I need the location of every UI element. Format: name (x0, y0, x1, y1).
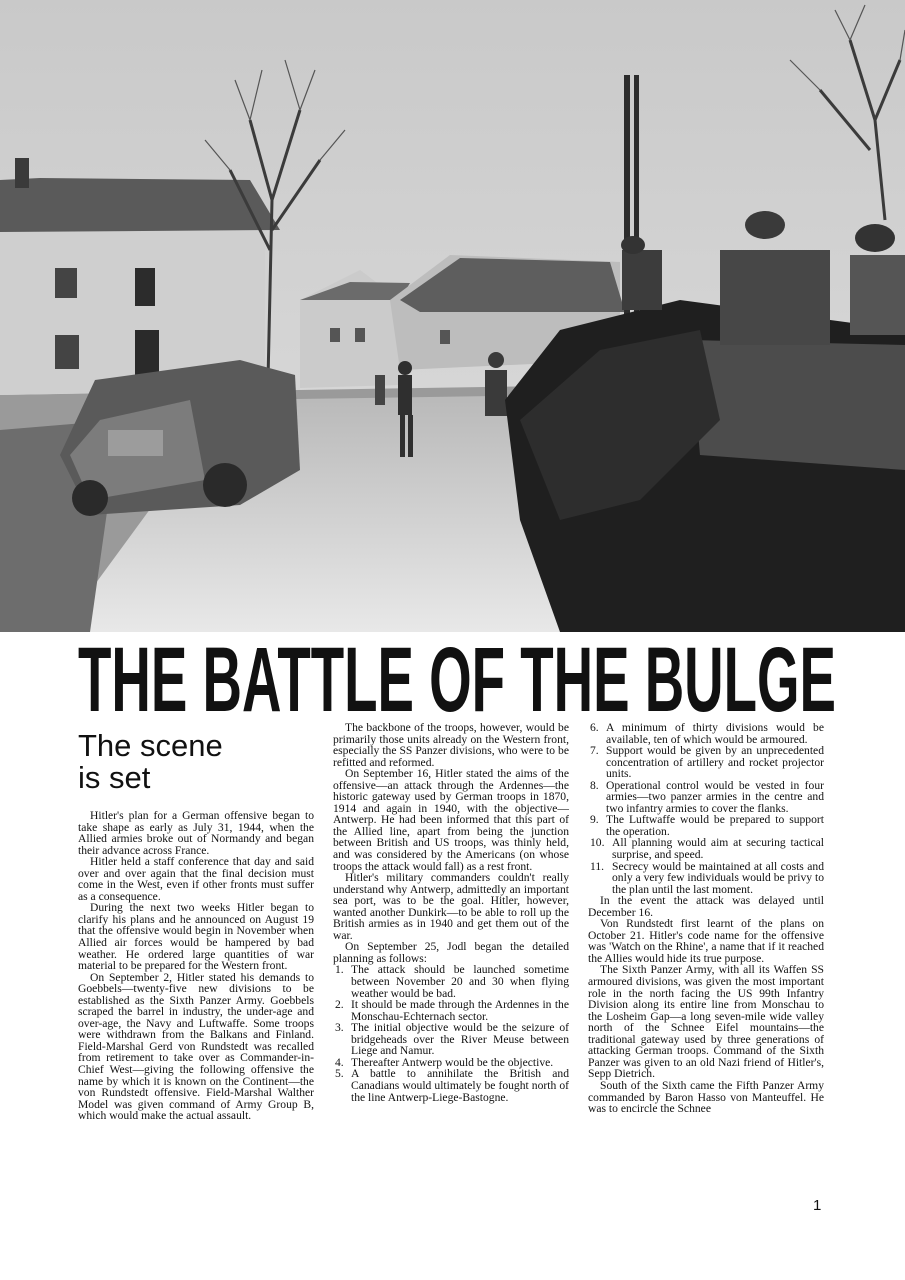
list-item: 11. Secrecy would be maintained at all costs and only a very few individuals would be privy to the plan until the last moment. (590, 859, 824, 896)
paragraph: The Sixth Panzer Army, with all its Waffen SS armoured divisions, was given the most important role in the north facing the US 99th Infantry Division along its entire line from Monschau to the Losheim Gap—a long seven-mile wide valley north of the Schnee Eifel mountains—the traditional gateway used by three generations of attacking German troops. Command of the Sixth Panzer was given to an old Nazi friend of Hitler's, Sepp Dietrich. (588, 963, 824, 1081)
headline (78, 636, 838, 720)
paragraph: On September 25, Jodl began the detailed planning as follows: (333, 940, 569, 965)
plan-list (333, 964, 569, 1103)
page-number: 1 (813, 1197, 822, 1214)
list-item: 6. A minimum of thirty divisions would be available, ten of which would be armoured. (590, 721, 824, 746)
list-item: 5. A battle to annihilate the British and Canadians would ultimately be fought north of the line Antwerp-Liege-Bastogne. (335, 1067, 569, 1104)
paragraph: The backbone of the troops, however, would be primarily those units already on the Western front, especially the SS Panzer divisions, who were to be refitted and reformed. (333, 721, 569, 769)
list-item: 4. Thereafter Antwerp would be the objective. (335, 1055, 554, 1069)
paragraph: Hitler held a staff conference that day and said over and over again that the final decision must come in the West, even if other fronts must suffer as a consequence. (78, 855, 314, 903)
section-title-line-1: The scene (78, 728, 223, 763)
section-title (78, 730, 314, 794)
column-1 (78, 722, 314, 1122)
list-item: 2. It should be made through the Ardennes in the Monschau-Echternach sector. (335, 998, 569, 1023)
section-title-line-2: is set (78, 760, 151, 795)
plan-list-continued (588, 722, 824, 895)
list-item: 9. The Luftwaffe would be prepared to support the operation. (590, 813, 824, 838)
paragraph: On September 2, Hitler stated his demands to Goebbels—twenty-five new divisions to be established as the Sixth Panzer Army. Goebbels scraped the barrel in industry, the under-age and over-age, the Navy and Luftwaffe. Some troops were withdrawn from the Balkans and Finland. Field-Marshal Gerd von Rundstedt was recalled from retirement to take over as Commander-in-Chief West—giving the following offensive the name by which it is known on the Continent—the von Rundstedt offensive. Field-Marshal Walther Model was given command of Army Group B, which would make the actual assault. (78, 970, 314, 1123)
headline-text: THE BATTLE OF THE BULGE (78, 636, 837, 720)
paragraph: On September 16, Hitler stated the aims of the offensive—an attack through the Ardennes—the historic gateway used by German troops in 1870, 1914 and again in 1940, with the objective—Antwerp. He had been informed that this part of the Allied line, apart from being the junction between British and US troops, was thinly held, and was considered by the Americans (on whose troops the attack would fall) as a rest front. (333, 767, 569, 873)
paragraph: In the event the attack was delayed until December 16. (588, 894, 824, 919)
list-item: 1. The attack should be launched sometime between November 20 and 30 when flying weather would be bad. (335, 963, 569, 1000)
column-3 (588, 722, 824, 1115)
paragraph: Hitler's plan for a German offensive began to take shape as early as July 31, 1944, when the Allied armies broke out of Normandy and began their advance across France. (78, 809, 314, 857)
list-item: 10. All planning would aim at securing tactical surprise, and speed. (590, 836, 824, 862)
paragraph: South of the Sixth came the Fifth Panzer Army commanded by Baron Hasso von Manteuffel. He was to encircle the Schnee (588, 1078, 824, 1116)
hero-photograph (0, 0, 905, 632)
column-2 (333, 722, 569, 1103)
paragraph: During the next two weeks Hitler began to clarify his plans and he announced on August 19 that the offensive would begin in November when Allied air forces would be hampered by bad weather. He ordered large quantities of war material to be prepared for the Western front. (78, 901, 314, 973)
list-item: 3. The initial objective would be the seizure of bridgeheads over the River Meuse between Liege and Namur. (335, 1021, 569, 1058)
paragraph: Von Rundstedt first learnt of the plans on October 21. Hitler's code name for the offensive was 'Watch on the Rhine', a name that if it reached the Allies would hide its true purpose. (588, 917, 824, 965)
paragraph: Hitler's military commanders couldn't really understand why Antwerp, admittedly an important sea port, was to be the goal. Hitler, however, wanted another Dunkirk—to be able to roll up the British armies as in 1940 and get them out of the war. (333, 871, 569, 942)
list-item: 7. Support would be given by an unprecedented concentration of artillery and rocket projector units. (590, 744, 824, 781)
list-item: 8. Operational control would be vested in four armies—two panzer armies in the centre and two infantry armies to cover the flanks. (590, 778, 824, 815)
